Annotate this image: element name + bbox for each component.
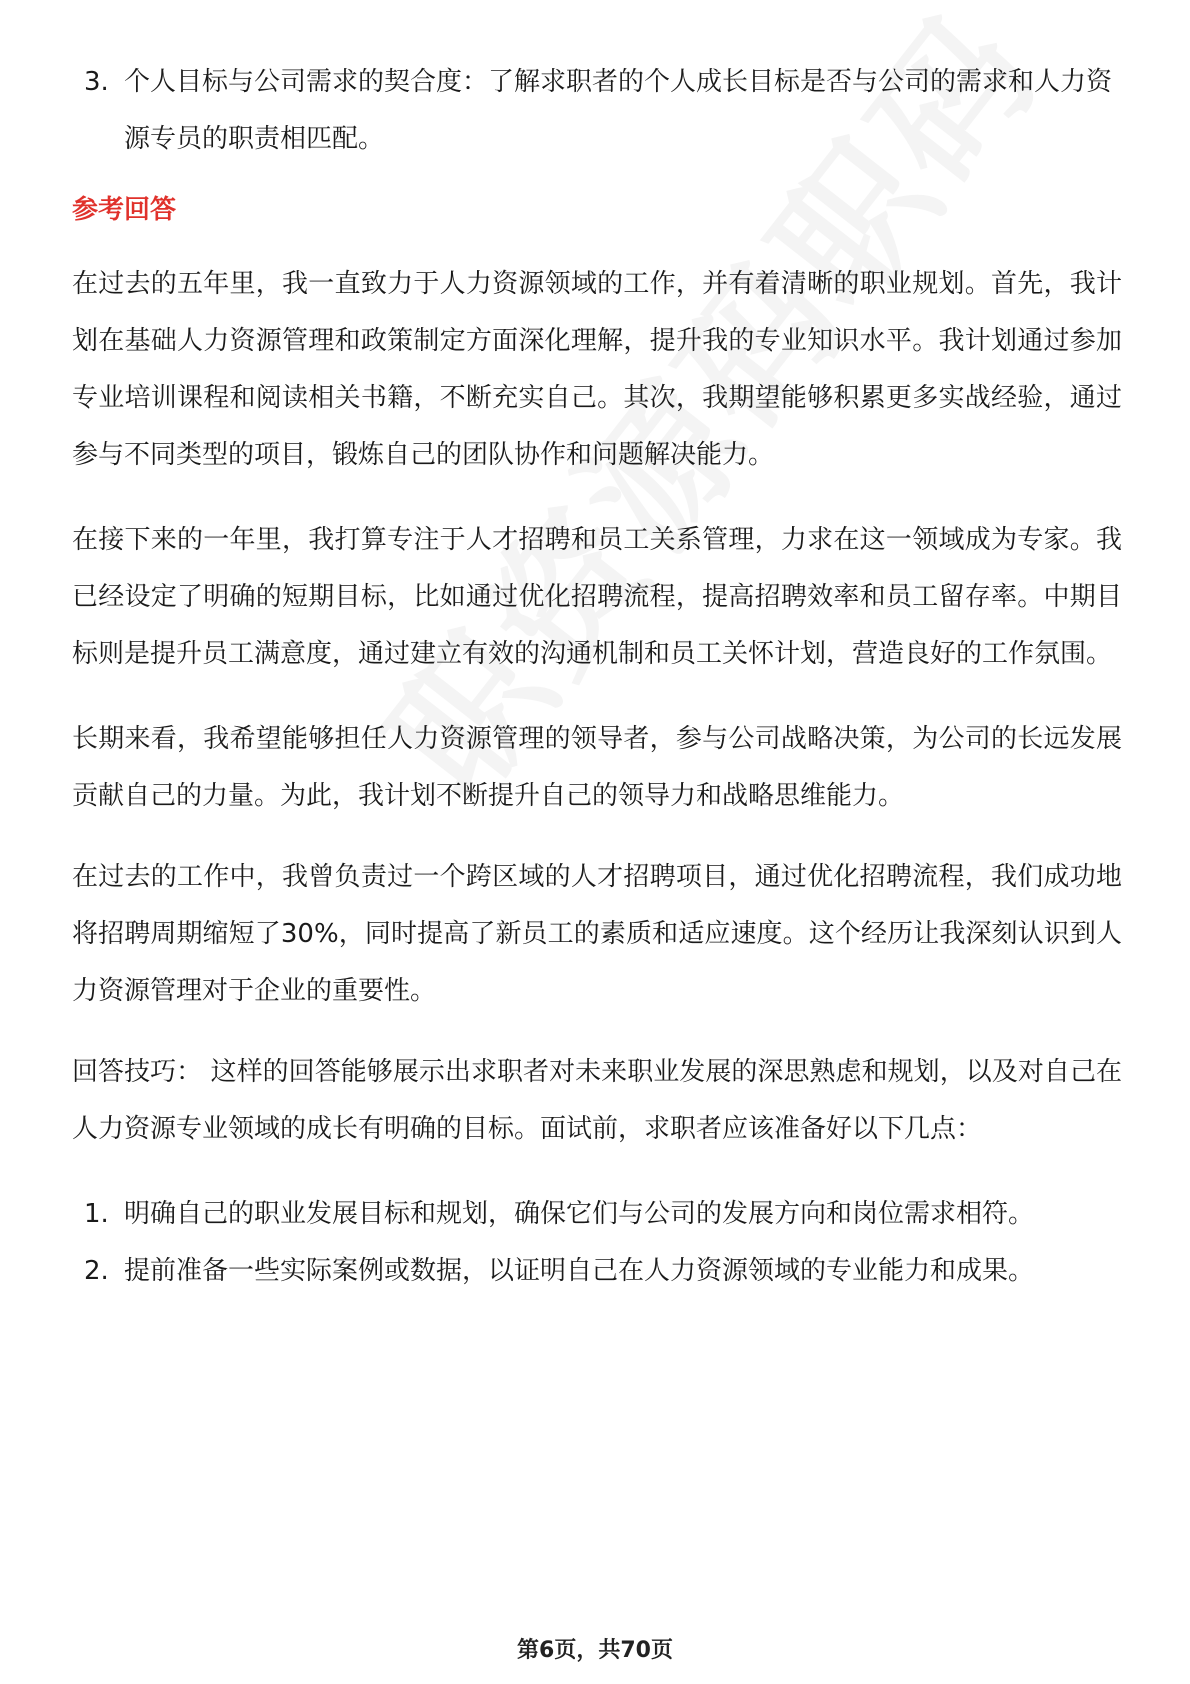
list-number: 1. (84, 1199, 109, 1229)
paragraph: 在接下来的一年里，我打算专注于人才招聘和员工关系管理，力求在这一领域成为专家。我已经设定了明确的短期目标，比如通过优化招聘流程，提高招聘效率和员工留存率。中期目标则是提升员工满意度，通过建立有效的沟通机制和员工关怀计划，营造良好的工作氛围。 (72, 525, 1122, 669)
list-item (72, 54, 1122, 168)
list-number: 3. (84, 67, 109, 97)
list-item (72, 1243, 1122, 1300)
list-item-text: 个人目标与公司需求的契合度：了解求职者的个人成长目标是否与公司的需求和人力资源专员的职责相匹配。 (124, 67, 1113, 154)
paragraph: 长期来看，我希望能够担任人力资源管理的领导者，参与公司战略决策，为公司的长远发展贡献自己的力量。为此，我计划不断提升自己的领导力和战略思维能力。 (72, 724, 1122, 811)
tips-paragraph: 回答技巧： 这样的回答能够展示出求职者对未来职业发展的深思熟虑和规划，以及对自己在人力资源专业领域的成长有明确的目标。面试前，求职者应该准备好以下几点： (72, 1057, 1122, 1144)
list-item (72, 1186, 1122, 1243)
paragraph: 在过去的工作中，我曾负责过一个跨区域的人才招聘项目，通过优化招聘流程，我们成功地将招聘周期缩短了30%，同时提高了新员工的素质和适应速度。这个经历让我深刻认识到人力资源管理对于企业的重要性。 (72, 862, 1122, 1006)
list-item-text: 提前准备一些实际案例或数据，以证明自己在人力资源领域的专业能力和成果。 (124, 1256, 1035, 1286)
page-footer: 第6页，共70页 (517, 1638, 673, 1663)
list-item-text: 明确自己的职业发展目标和规划，确保它们与公司的发展方向和岗位需求相符。 (124, 1199, 1035, 1229)
list-number: 2. (84, 1256, 109, 1286)
paragraph: 在过去的五年里，我一直致力于人力资源领域的工作，并有着清晰的职业规划。首先，我计划在基础人力资源管理和政策制定方面深化理解，提升我的专业知识水平。我计划通过参加专业培训课程和阅读相关书籍，不断充实自己。其次，我期望能够积累更多实战经验，通过参与不同类型的项目，锻炼自己的团队协作和问题解决能力。 (72, 269, 1122, 470)
answer-heading: 参考回答 (72, 195, 177, 225)
page-content (72, 54, 1122, 1300)
